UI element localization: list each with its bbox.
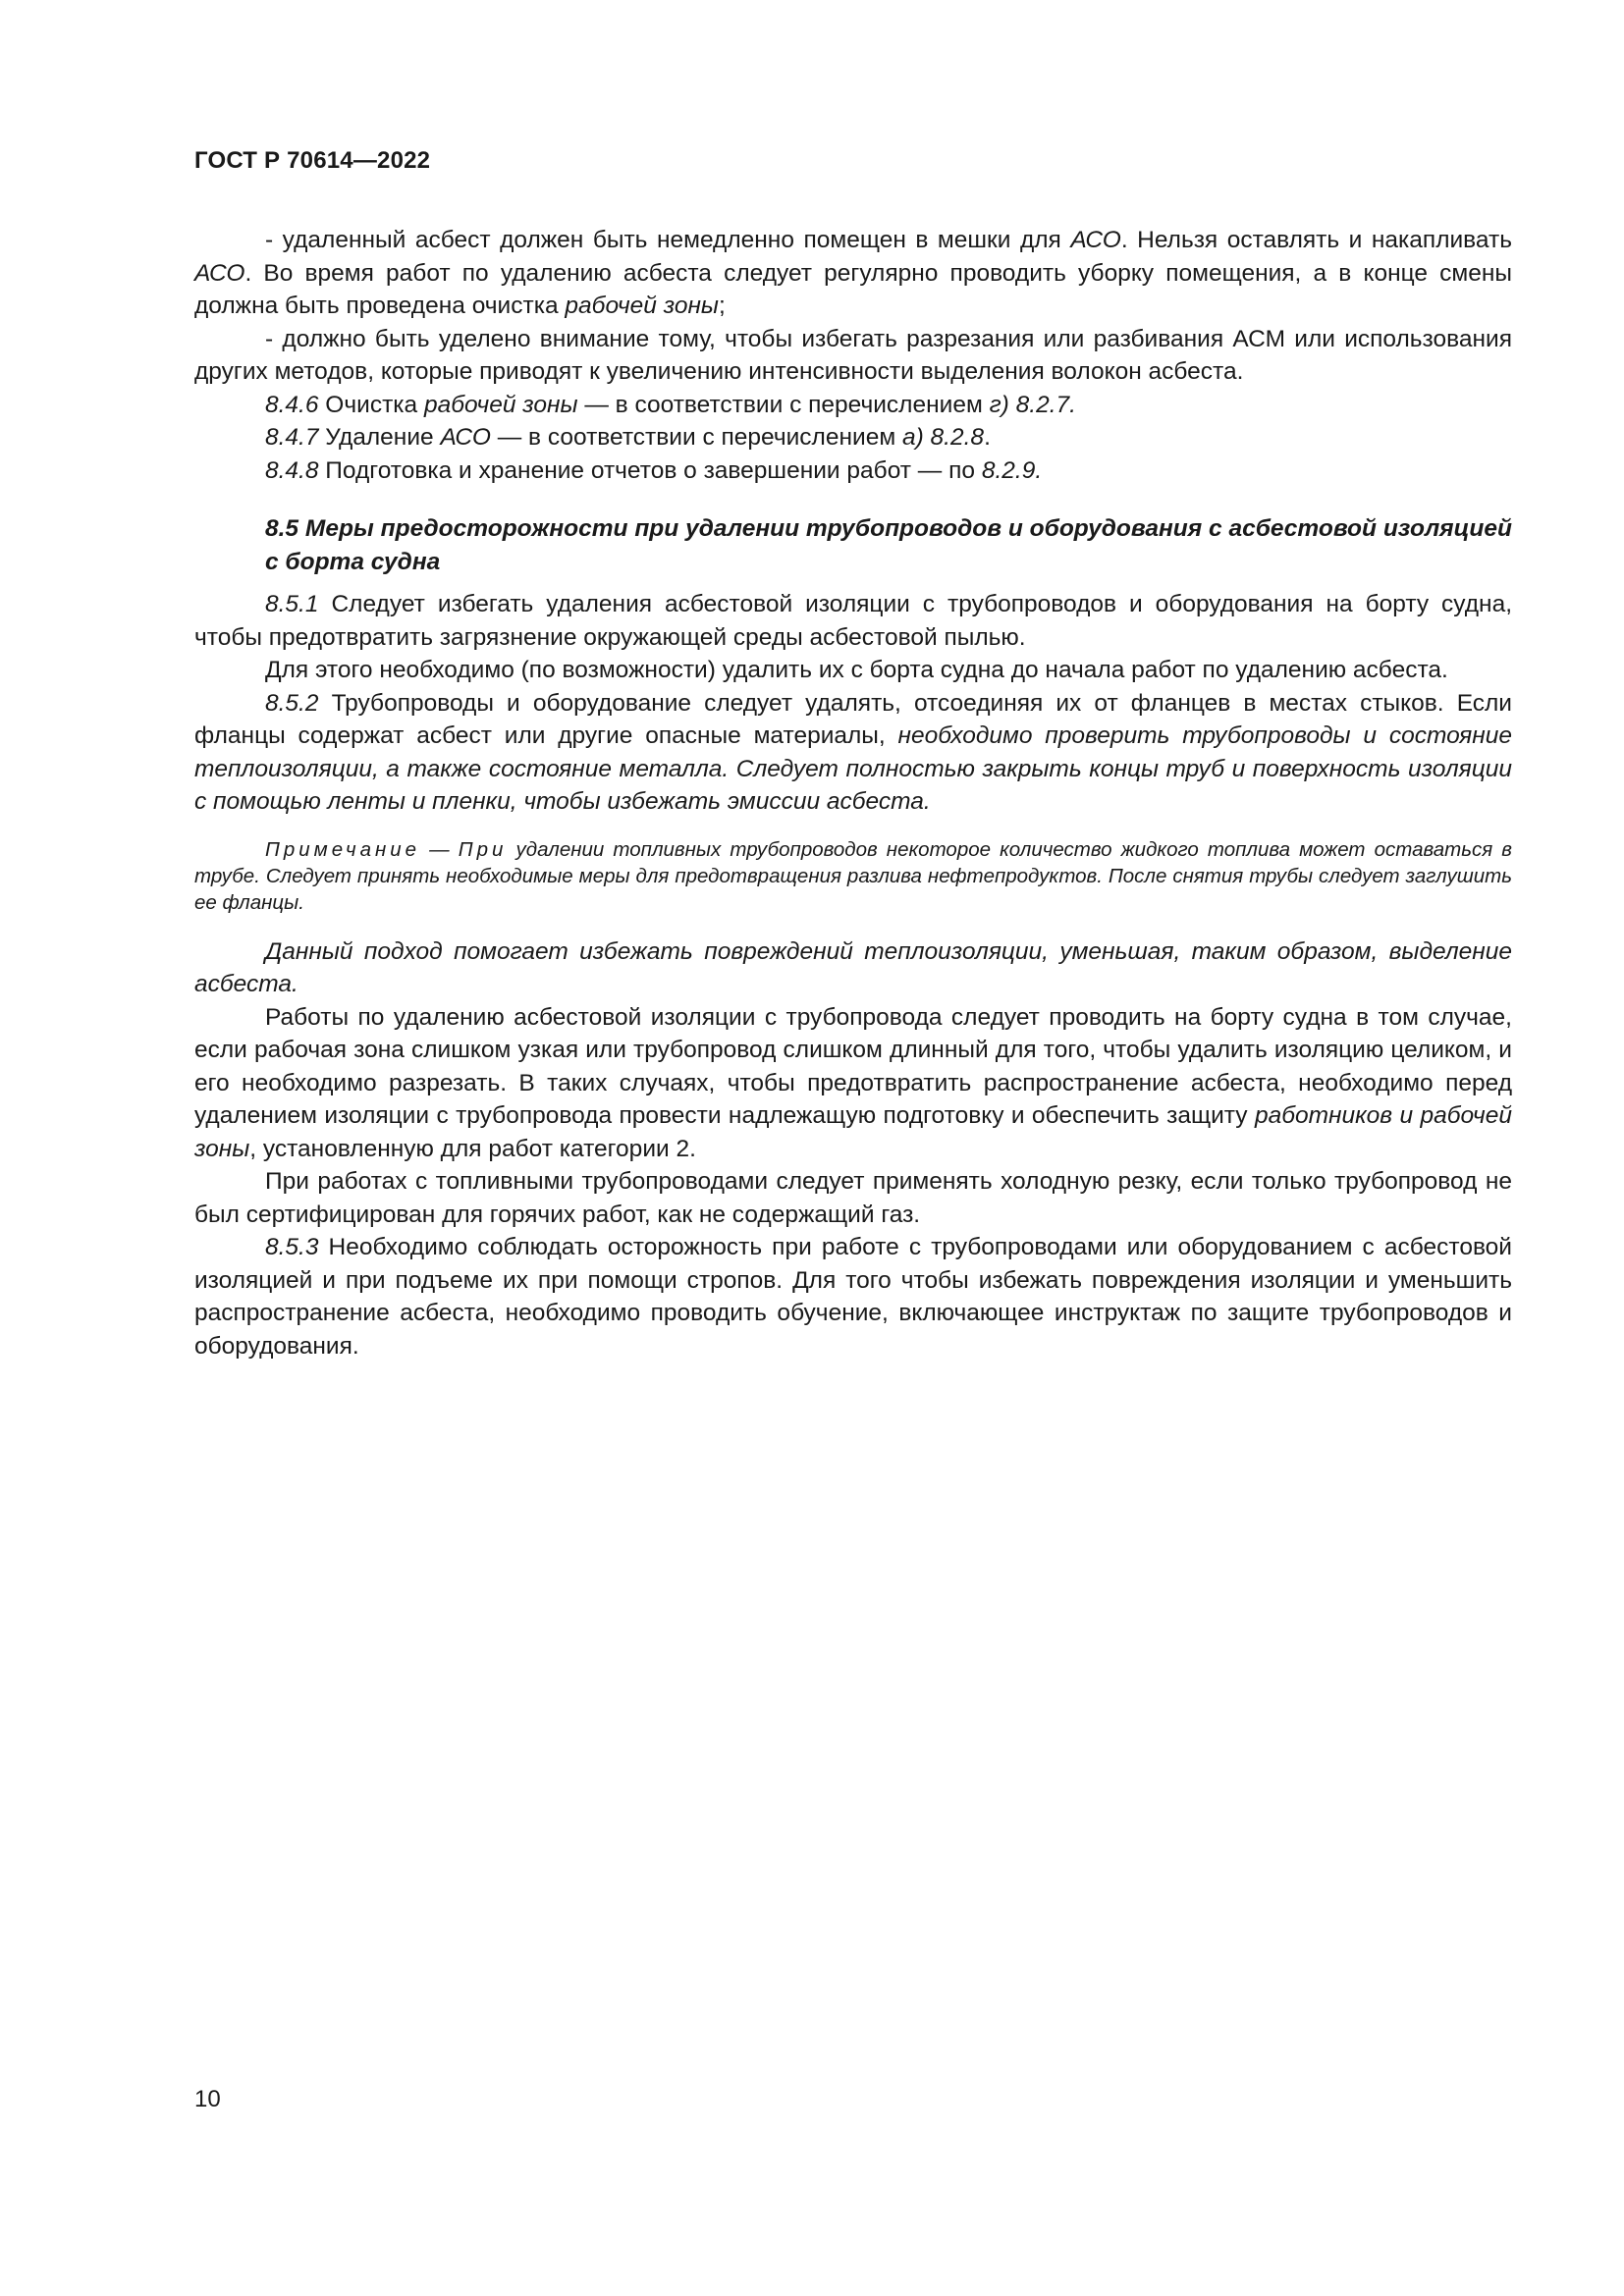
bullet-paragraph-2: - должно быть уделено внимание тому, чтобы избегать разрезания или разбивания АСМ или использования других методов, которые приводят к увеличению интенсивности выделения волокон асбеста. <box>194 325 1512 385</box>
document-body <box>194 224 1512 1362</box>
document-header: ГОСТ Р 70614—2022 <box>194 147 431 174</box>
item-8-4-8: 8.4.8 Подготовка и хранение отчетов о завершении работ — по 8.2.9. <box>265 456 1043 484</box>
section-title-8-5: 8.5 Меры предосторожности при удалении трубопроводов и оборудования с асбестовой изоляцией с борта судна <box>265 515 1512 575</box>
paragraph-approach: Данный подход помогает избежать повреждений теплоизоляции, уменьшая, таким образом, выделение асбеста. <box>194 937 1512 997</box>
item-8-4-6: 8.4.6 Очистка рабочей зоны — в соответствии с перечислением г) 8.2.7. <box>265 391 1076 418</box>
note-paragraph: Примечание — При удалении топливных трубопроводов некоторое количество жидкого топлива может оставаться в трубе. Следует принять необходимые меры для предотвращения разлива нефтепродуктов. После снятия трубы следует заглушить ее фланцы. <box>194 837 1512 914</box>
paragraph-8-5-1-cont: Для этого необходимо (по возможности) удалить их с борта судна до начала работ по удалению асбеста. <box>265 657 1448 683</box>
item-8-4-7: 8.4.7 Удаление АСО — в соответствии с перечислением а) 8.2.8. <box>265 424 991 451</box>
paragraph-fuel-pipes: При работах с топливными трубопроводами следует применять холодную резку, если только трубопровод не был сертифицирован для горячих работ, как не содержащий газ. <box>194 1168 1512 1228</box>
note-label: Примечание <box>265 837 421 861</box>
paragraph-8-5-2: 8.5.2 Трубопроводы и оборудование следует удалять, отсоединяя их от фланцев в местах стыков. Если фланцы содержат асбест или другие опасные материалы, необходимо проверить трубопроводы и состояние теплоизоляции, а также состояние металла. Следует полностью закрыть концы труб и поверхность изоляции с помощью ленты и пленки, чтобы избежать эмиссии асбеста. <box>194 689 1512 815</box>
paragraph-works: Работы по удалению асбестовой изоляции с трубопровода следует проводить на борту судна в том случае, если рабочая зона слишком узкая или трубопровод слишком длинный для того, чтобы удалить изоляцию целиком, и его необходимо разрезать. В таких случаях, чтобы предотвратить распространение асбеста, необходимо перед удалением изоляции с трубопровода провести надлежащую подготовку и обеспечить защиту работников и рабочей зоны, установленную для работ категории 2. <box>194 1003 1512 1162</box>
paragraph-8-5-1: 8.5.1 Следует избегать удаления асбестовой изоляции с трубопроводов и оборудования на борту судна, чтобы предотвратить загрязнение окружающей среды асбестовой пылью. <box>194 591 1512 651</box>
page-number: 10 <box>194 2086 221 2112</box>
bullet-paragraph-1: - удаленный асбест должен быть немедленно помещен в мешки для АСО. Нельзя оставлять и накапливать АСО. Во время работ по удалению асбеста следует регулярно проводить уборку помещения, а в конце смены должна быть проведена очистка рабочей зоны; <box>194 227 1512 319</box>
paragraph-8-5-3: 8.5.3 Необходимо соблюдать осторожность при работе с трубопроводами или оборудованием с асбестовой изоляцией и при подъеме их при помощи стропов. Для того чтобы избежать повреждения изоляции и уменьшить распространение асбеста, необходимо проводить обучение, включающее инструктаж по защите трубопроводов и оборудования. <box>194 1234 1512 1360</box>
